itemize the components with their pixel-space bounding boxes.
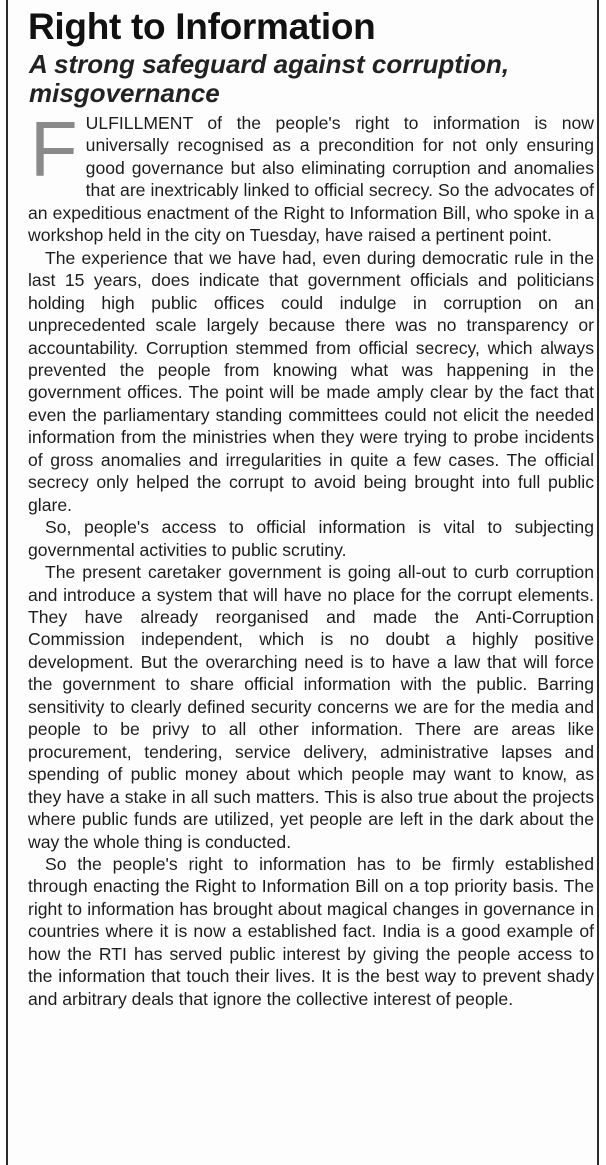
article-paragraph-1 (28, 105, 594, 247)
article-paragraph-2: The experience that we have had, even during democratic rule in the last 15 years, does indicate that government officials and politicians holding high public offices could indulge in corruption on an unprecedented scale largely because there was no transparency or accountability. Corruption stemmed from official secrecy, which always prevented the people from knowing what was happening in the government offices. The point will be made amply clear by the fact that even the parliamentary standing committees could not elicit the needed information from the ministries when they were trying to probe incidents of gross anomalies and irregularities in quite a few cases. The official secrecy only helped the corrupt to avoid being brought into full public glare. (28, 247, 594, 515)
article-paragraph-1-text: ULFILLMENT of the people's right to information is now universally recognised as a precondition for not only ensuring good governance but also eliminating corruption and anomalies that are inextricably linked to official secrecy. So the advocates of an expeditious enactment of the Right to Information Bill, who spoke in a workshop held in the city on Tuesday, have raised a pertinent point. (28, 113, 594, 246)
article-body (28, 105, 594, 1010)
drop-cap: F (30, 105, 78, 193)
article-subheadline: A strong safeguard against corruption, misgovernance (29, 49, 510, 108)
article-paragraph-5: So the people's right to information has to be firmly established through enacting the Right to Information Bill on a top priority basis. The right to information has brought about magical changes in governance in countries where it is now a established fact. India is a good example of how the RTI has served public interest by giving the people access to the information that touch their lives. It is the best way to prevent shady and arbitrary deals that ignore the collective interest of people. (28, 853, 594, 1009)
article-paragraph-3: So, people's access to official information is vital to subjecting governmental activities to public scrutiny. (28, 517, 594, 560)
article-paragraph-4: The present caretaker government is going all-out to curb corruption and introduce a system that will have no place for the corrupt elements. They have already reorganised and made the Anti-Corruption Commission independent, which is no doubt a highly positive development. But the overarching need is to have a law that will force the government to share official information with the public. Barring sensitivity to clearly defined security concerns we are for the media and people to be privy to all other information. There are areas like procurement, tendering, service delivery, administrative lapses and spending of public money about which people may want to know, as they have a stake in all such matters. This is also true about the projects where public funds are utilized, yet people are left in the dark about the way the whole thing is conducted. (28, 562, 594, 852)
article-headline: Right to Information (28, 6, 376, 47)
article (28, 0, 594, 1010)
